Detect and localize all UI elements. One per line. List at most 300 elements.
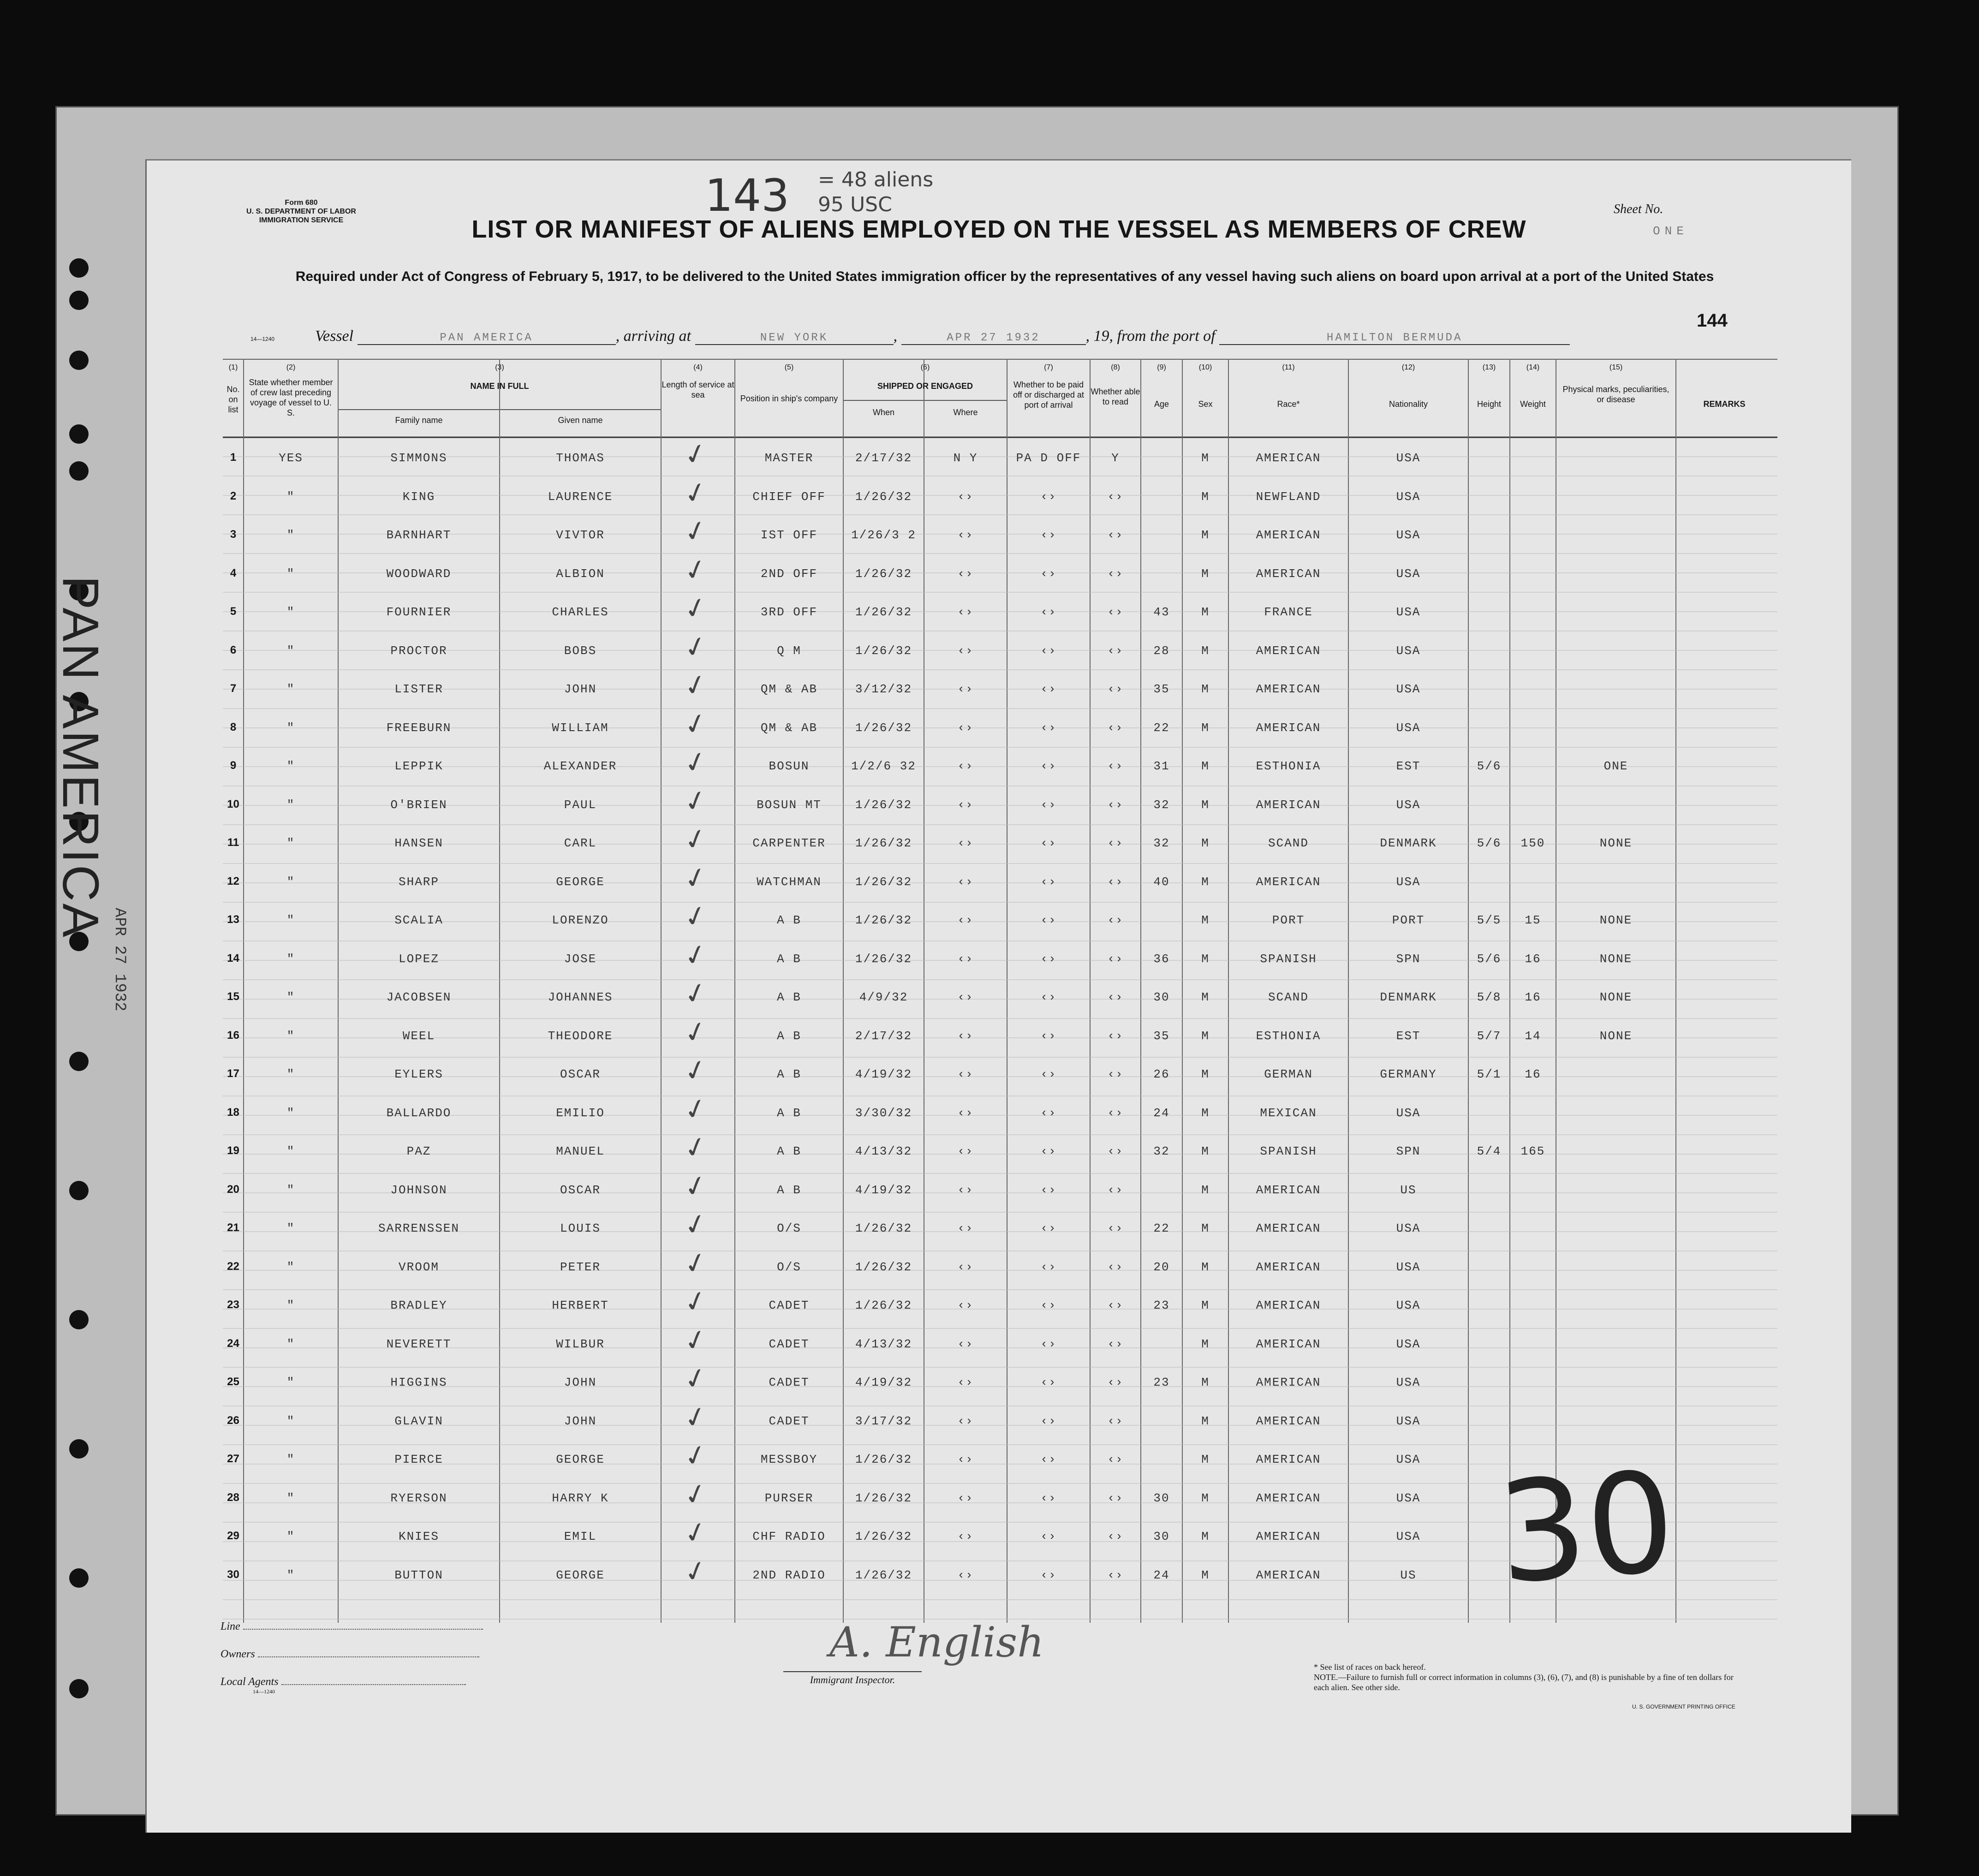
crew-nationality: USA — [1396, 1221, 1421, 1235]
crew-paid-off: ‹› — [1040, 913, 1057, 927]
crew-able-read: ‹› — [1107, 1221, 1124, 1235]
crew-given-name: PETER — [560, 1260, 601, 1274]
crew-prev-voyage: " — [286, 1144, 295, 1158]
footer-line — [221, 1620, 483, 1633]
crew-paid-off: ‹› — [1040, 798, 1057, 812]
header-nationality: Nationality — [1389, 399, 1428, 409]
crew-position: CADET — [769, 1337, 810, 1351]
crew-race: ESTHONIA — [1256, 759, 1321, 773]
crew-given-name: JOHANNES — [548, 990, 613, 1004]
colnum-3: (3) — [495, 363, 504, 371]
crew-paid-off: ‹› — [1040, 1260, 1057, 1274]
inspector-signature: A. English — [829, 1618, 1044, 1667]
crew-race: AMERICAN — [1256, 1337, 1321, 1351]
crew-nationality: EST — [1396, 1029, 1421, 1043]
crew-family-name: FOURNIER — [386, 605, 452, 619]
crew-shipped-where: ‹› — [957, 1106, 974, 1120]
crew-shipped-where: ‹› — [957, 1453, 974, 1466]
crew-age: 36 — [1153, 952, 1170, 966]
sheet-no-value: ONE — [1653, 224, 1688, 238]
inspector-label: Immigrant Inspector. — [783, 1671, 922, 1686]
service-check-mark: ✓ — [680, 1013, 711, 1051]
crew-prev-voyage: " — [286, 528, 295, 542]
header-state-member: State whether member of crew last preceding voyage of vessel to U. S. — [249, 378, 333, 417]
binder-hole — [69, 1568, 89, 1588]
crew-age: 32 — [1153, 1144, 1170, 1158]
crew-race: AMERICAN — [1256, 1260, 1321, 1274]
crew-given-name: PAUL — [564, 798, 597, 812]
crew-nationality: US — [1400, 1568, 1417, 1582]
crew-physical-marks: NONE — [1599, 836, 1633, 850]
crew-able-read: ‹› — [1107, 1106, 1124, 1120]
crew-prev-voyage: " — [286, 1067, 295, 1081]
crew-able-read: ‹› — [1107, 1376, 1124, 1389]
crew-prev-voyage: " — [286, 1530, 295, 1543]
crew-shipped-when: 4/19/32 — [855, 1376, 912, 1389]
crew-shipped-where: ‹› — [957, 1337, 974, 1351]
crew-paid-off: ‹› — [1040, 875, 1057, 889]
crew-able-read: Y — [1111, 451, 1120, 465]
crew-shipped-when: 1/26/32 — [855, 1491, 912, 1505]
crew-sex: M — [1201, 913, 1210, 927]
crew-sex: M — [1201, 721, 1210, 735]
crew-family-name: KNIES — [398, 1530, 439, 1543]
crew-position: CARPENTER — [752, 836, 826, 850]
crew-prev-voyage: " — [286, 1414, 295, 1428]
crew-sex: M — [1201, 1298, 1210, 1312]
crew-given-name: ALEXANDER — [543, 759, 617, 773]
crew-sex: M — [1201, 1414, 1210, 1428]
crew-shipped-where: ‹› — [957, 759, 974, 773]
crew-race: AMERICAN — [1256, 1453, 1321, 1466]
colnum-5: (5) — [784, 363, 794, 371]
crew-shipped-where: ‹› — [957, 489, 974, 504]
crew-family-name: EYLERS — [394, 1067, 443, 1081]
crew-paid-off: ‹› — [1040, 1029, 1057, 1043]
crew-prev-voyage: " — [286, 990, 295, 1004]
crew-height: 5/8 — [1477, 990, 1502, 1004]
crew-shipped-where: ‹› — [957, 836, 974, 850]
row-number: 10 — [227, 798, 239, 810]
crew-shipped-where: ‹› — [957, 1183, 974, 1197]
crew-prev-voyage: " — [286, 1376, 295, 1389]
crew-sex: M — [1201, 528, 1210, 542]
crew-nationality: USA — [1396, 1376, 1421, 1389]
crew-shipped-where: ‹› — [957, 1530, 974, 1543]
binder-holes — [69, 258, 97, 1781]
crew-able-read: ‹› — [1107, 605, 1124, 619]
crew-prev-voyage: " — [286, 1568, 295, 1582]
handwritten-tally: 30 — [1493, 1441, 1680, 1614]
crew-shipped-when: 4/19/32 — [855, 1183, 912, 1197]
crew-given-name: BOBS — [564, 643, 597, 658]
crew-nationality: USA — [1396, 1298, 1421, 1312]
crew-weight: 16 — [1525, 990, 1541, 1004]
crew-able-read: ‹› — [1107, 1067, 1124, 1081]
crew-prev-voyage: " — [286, 643, 295, 658]
crew-prev-voyage: " — [286, 913, 295, 927]
service-check-mark: ✓ — [680, 628, 711, 666]
row-number: 21 — [227, 1221, 239, 1234]
page-title: LIST OR MANIFEST OF ALIENS EMPLOYED ON THE VESSEL AS MEMBERS OF CREW — [471, 215, 1526, 243]
service-check-mark: ✓ — [680, 1090, 711, 1128]
service-check-mark: ✓ — [680, 667, 711, 704]
crew-given-name: LORENZO — [552, 913, 609, 927]
crew-shipped-when: 3/17/32 — [855, 1414, 912, 1428]
from-port: HAMILTON BERMUDA — [1219, 332, 1570, 345]
crew-given-name: GEORGE — [556, 875, 605, 889]
service-check-mark: ✓ — [680, 1553, 711, 1590]
vessel-label: Vessel — [315, 328, 354, 345]
crew-paid-off: ‹› — [1040, 1453, 1057, 1466]
crew-position: A B — [777, 1106, 801, 1120]
row-number: 19 — [227, 1144, 239, 1157]
crew-race: FRANCE — [1264, 605, 1313, 619]
crew-paid-off: ‹› — [1040, 1414, 1057, 1428]
crew-shipped-when: 1/26/32 — [855, 952, 912, 966]
crew-given-name: THOMAS — [556, 451, 605, 465]
footer-owners — [221, 1648, 479, 1661]
row-number: 4 — [230, 566, 237, 579]
crew-family-name: KING — [402, 489, 435, 504]
crew-sex: M — [1201, 682, 1210, 696]
header-physical-marks: Physical marks, peculiarities, or disease — [1562, 385, 1669, 404]
crew-paid-off: ‹› — [1040, 605, 1057, 619]
crew-weight: 165 — [1520, 1144, 1545, 1158]
service-check-mark: ✓ — [680, 474, 711, 512]
colnum-11: (11) — [1282, 363, 1295, 371]
service-check-mark: ✓ — [680, 1283, 711, 1321]
crew-shipped-when: 3/12/32 — [855, 682, 912, 696]
crew-prev-voyage: " — [286, 1221, 295, 1235]
crew-prev-voyage: YES — [279, 451, 303, 465]
row-number: 22 — [227, 1260, 239, 1273]
crew-nationality: DENMARK — [1380, 836, 1437, 850]
crew-prev-voyage: " — [286, 875, 295, 889]
crew-height: 5/6 — [1477, 759, 1502, 773]
crew-paid-off: ‹› — [1040, 952, 1057, 966]
crew-position: BOSUN MT — [757, 798, 822, 812]
crew-prev-voyage: " — [286, 759, 295, 773]
crew-prev-voyage: " — [286, 1491, 295, 1505]
crew-family-name: LISTER — [394, 682, 443, 696]
year-label: , 19 — [1085, 328, 1109, 345]
service-check-mark: ✓ — [680, 1399, 711, 1436]
crew-family-name: WOODWARD — [386, 566, 452, 581]
crew-race: AMERICAN — [1256, 1568, 1321, 1582]
crew-paid-off: ‹› — [1040, 1144, 1057, 1158]
crew-weight: 150 — [1520, 836, 1545, 850]
crew-family-name: PIERCE — [394, 1453, 443, 1466]
crew-prev-voyage: " — [286, 1260, 295, 1274]
crew-height: 5/6 — [1477, 952, 1502, 966]
crew-nationality: USA — [1396, 1260, 1421, 1274]
crew-given-name: OSCAR — [560, 1067, 601, 1081]
crew-given-name: WILBUR — [556, 1337, 605, 1351]
crew-able-read: ‹› — [1107, 836, 1124, 850]
crew-paid-off: ‹› — [1040, 528, 1057, 542]
crew-nationality: USA — [1396, 451, 1421, 465]
row-number: 18 — [227, 1106, 239, 1119]
crew-position: BOSUN — [769, 759, 810, 773]
binder-hole — [69, 1052, 89, 1071]
crew-shipped-when: 2/17/32 — [855, 1029, 912, 1043]
crew-race: AMERICAN — [1256, 1491, 1321, 1505]
crew-able-read: ‹› — [1107, 1453, 1124, 1466]
crew-age: 26 — [1153, 1067, 1170, 1081]
crew-given-name: JOHN — [564, 1414, 597, 1428]
crew-height: 5/5 — [1477, 913, 1502, 927]
crew-sex: M — [1201, 605, 1210, 619]
crew-paid-off: ‹› — [1040, 1376, 1057, 1389]
service-check-mark: ✓ — [680, 1129, 711, 1167]
crew-position: A B — [777, 1067, 801, 1081]
crew-position: A B — [777, 1029, 801, 1043]
crew-prev-voyage: " — [286, 952, 295, 966]
row-number: 24 — [227, 1337, 239, 1350]
crew-sex: M — [1201, 1376, 1210, 1389]
header-no-on-list: No. on list — [227, 385, 240, 414]
crew-shipped-when: 1/26/32 — [855, 875, 912, 889]
footer-notes — [1314, 1662, 1738, 1692]
crew-position: O/S — [777, 1260, 801, 1274]
crew-position: 2ND OFF — [760, 566, 818, 581]
crew-family-name: NEVERETT — [386, 1337, 452, 1351]
crew-nationality: USA — [1396, 682, 1421, 696]
crew-able-read: ‹› — [1107, 528, 1124, 542]
crew-prev-voyage: " — [286, 682, 295, 696]
crew-race: SPANISH — [1260, 1144, 1317, 1158]
crew-family-name: LOPEZ — [398, 952, 439, 966]
service-check-mark: ✓ — [680, 744, 711, 781]
crew-prev-voyage: " — [286, 1298, 295, 1312]
crew-family-name: JOHNSON — [390, 1183, 447, 1197]
header-where: Where — [953, 408, 978, 417]
service-check-mark: ✓ — [680, 1476, 711, 1513]
binder-hole — [69, 1310, 89, 1329]
crew-position: 2ND RADIO — [752, 1568, 826, 1582]
crew-prev-voyage: " — [286, 489, 295, 504]
crew-race: SCAND — [1268, 836, 1309, 850]
agents-field — [281, 1684, 466, 1685]
crew-sex: M — [1201, 875, 1210, 889]
crew-race: AMERICAN — [1256, 1530, 1321, 1543]
crew-given-name: JOHN — [564, 1376, 597, 1389]
vessel-name: PAN AMERICA — [358, 332, 616, 345]
crew-given-name: OSCAR — [560, 1183, 601, 1197]
crew-position: CHIEF OFF — [752, 489, 826, 504]
crew-prev-voyage: " — [286, 836, 295, 850]
crew-race: SPANISH — [1260, 952, 1317, 966]
crew-given-name: EMIL — [564, 1530, 597, 1543]
crew-weight: 16 — [1525, 1067, 1541, 1081]
crew-shipped-where: ‹› — [957, 1376, 974, 1389]
crew-paid-off: ‹› — [1040, 489, 1057, 504]
crew-race: AMERICAN — [1256, 1183, 1321, 1197]
crew-shipped-where: ‹› — [957, 1260, 974, 1274]
crew-nationality: USA — [1396, 1491, 1421, 1505]
binder-hole — [69, 1679, 89, 1698]
crew-family-name: BARNHART — [386, 528, 452, 542]
crew-prev-voyage: " — [286, 605, 295, 619]
crew-age: 30 — [1153, 1530, 1170, 1543]
crew-shipped-where: ‹› — [957, 566, 974, 581]
handwritten-aliens: = 48 aliens — [818, 168, 934, 191]
colnum-8: (8) — [1111, 363, 1120, 371]
arrival-date: APR 27 1932 — [901, 332, 1086, 345]
crew-height: 5/4 — [1477, 1144, 1502, 1158]
service-check-mark: ✓ — [680, 1206, 711, 1244]
crew-nationality: USA — [1396, 1106, 1421, 1120]
crew-age: 40 — [1153, 875, 1170, 889]
service-check-mark: ✓ — [680, 705, 711, 743]
crew-age: 22 — [1153, 721, 1170, 735]
printer-imprint: U. S. GOVERNMENT PRINTING OFFICE — [1632, 1703, 1735, 1710]
crew-sex: M — [1201, 1568, 1210, 1582]
crew-able-read: ‹› — [1107, 721, 1124, 735]
crew-shipped-where: ‹› — [957, 1067, 974, 1081]
crew-paid-off: PA D OFF — [1016, 451, 1081, 465]
crew-able-read: ‹› — [1107, 1298, 1124, 1312]
crew-given-name: MANUEL — [556, 1144, 605, 1158]
crew-sex: M — [1201, 643, 1210, 658]
note-penalty: NOTE.—Failure to furnish full or correct information in columns (3), (6), (7), and (8) is punishable by a fine of ten dollars for each alien. See other side. — [1314, 1673, 1734, 1692]
crew-nationality: USA — [1396, 489, 1421, 504]
header-length-service: Length of service at sea — [662, 380, 734, 399]
service-check-mark: ✓ — [680, 512, 711, 550]
crew-position: PURSER — [764, 1491, 814, 1505]
footer-agents — [221, 1676, 466, 1695]
crew-family-name: SARRENSSEN — [378, 1221, 460, 1235]
arriving-label: , arriving at — [615, 328, 691, 345]
crew-paid-off: ‹› — [1040, 1106, 1057, 1120]
crew-given-name: CARL — [564, 836, 597, 850]
service-check-mark: ✓ — [680, 1167, 711, 1205]
crew-position: IST OFF — [760, 528, 818, 542]
crew-physical-marks: NONE — [1599, 913, 1633, 927]
crew-shipped-when: 1/26/32 — [855, 1298, 912, 1312]
crew-age: 35 — [1153, 1029, 1170, 1043]
page-subtitle: Required under Act of Congress of February 5, 1917, to be delivered to the United States immigration officer by the representatives of any vessel having such aliens on board upon arrival at a port of the United States — [295, 269, 1714, 284]
row-number: 15 — [227, 990, 239, 1003]
crew-shipped-when: 1/26/32 — [855, 1530, 912, 1543]
crew-position: QM & AB — [760, 682, 818, 696]
crew-able-read: ‹› — [1107, 913, 1124, 927]
page-number: 144 — [1697, 310, 1728, 331]
crew-sex: M — [1201, 1453, 1210, 1466]
crew-given-name: VIVTOR — [556, 528, 605, 542]
colnum-1: (1) — [228, 363, 238, 371]
crew-sex: M — [1201, 1221, 1210, 1235]
binder-hole — [69, 424, 89, 444]
owners-field — [258, 1656, 479, 1657]
crew-shipped-where: ‹› — [957, 721, 974, 735]
crew-sex: M — [1201, 1260, 1210, 1274]
crew-nationality: SPN — [1396, 952, 1421, 966]
crew-family-name: SHARP — [398, 875, 439, 889]
from-label: , from the port of — [1109, 328, 1216, 345]
crew-paid-off: ‹› — [1040, 759, 1057, 773]
crew-paid-off: ‹› — [1040, 1067, 1057, 1081]
crew-family-name: PROCTOR — [390, 643, 447, 658]
crew-family-name: FREEBURN — [386, 721, 452, 735]
crew-paid-off: ‹› — [1040, 566, 1057, 581]
service-check-mark: ✓ — [680, 551, 711, 589]
crew-sex: M — [1201, 1106, 1210, 1120]
row-number: 11 — [227, 836, 239, 849]
row-number: 1 — [230, 451, 237, 464]
crew-nationality: US — [1400, 1183, 1417, 1197]
row-number: 5 — [230, 605, 237, 618]
crew-family-name: JACOBSEN — [386, 990, 452, 1004]
crew-sex: M — [1201, 1491, 1210, 1505]
row-number: 20 — [227, 1183, 239, 1196]
crew-able-read: ‹› — [1107, 489, 1124, 504]
crew-race: AMERICAN — [1256, 1414, 1321, 1428]
crew-position: A B — [777, 1183, 801, 1197]
crew-able-read: ‹› — [1107, 566, 1124, 581]
row-number: 23 — [227, 1298, 239, 1311]
binder-hole — [69, 291, 89, 310]
crew-family-name: LEPPIK — [394, 759, 443, 773]
handwritten-count: 143 — [705, 170, 790, 221]
crew-given-name: GEORGE — [556, 1453, 605, 1466]
crew-race: SCAND — [1268, 990, 1309, 1004]
crew-able-read: ‹› — [1107, 1491, 1124, 1505]
service-check-mark: ✓ — [680, 936, 711, 974]
service-check-mark: ✓ — [680, 1514, 711, 1552]
crew-nationality: GERMANY — [1380, 1067, 1437, 1081]
crew-nationality: PORT — [1392, 913, 1425, 927]
crew-shipped-when: 1/26/32 — [855, 836, 912, 850]
crew-position: QM & AB — [760, 721, 818, 735]
service-check-mark: ✓ — [680, 1245, 711, 1282]
crew-shipped-where: ‹› — [957, 913, 974, 927]
colnum-2: (2) — [286, 363, 296, 371]
binder-hole — [69, 1181, 89, 1200]
department-name: U. S. DEPARTMENT OF LABOR — [246, 208, 356, 215]
crew-shipped-where: ‹› — [957, 682, 974, 696]
header-height: Height — [1477, 399, 1502, 409]
service-name: IMMIGRATION SERVICE — [259, 216, 344, 224]
crew-race: AMERICAN — [1256, 798, 1321, 812]
header-name-in-full: NAME IN FULL — [470, 381, 529, 391]
crew-age: 28 — [1153, 643, 1170, 658]
crew-paid-off: ‹› — [1040, 1221, 1057, 1235]
row-number: 12 — [227, 875, 239, 887]
colnum-14: (14) — [1526, 363, 1540, 371]
crew-nationality: USA — [1396, 1453, 1421, 1466]
crew-sex: M — [1201, 1144, 1210, 1158]
crew-prev-voyage: " — [286, 1029, 295, 1043]
crew-prev-voyage: " — [286, 721, 295, 735]
crew-race: AMERICAN — [1256, 1376, 1321, 1389]
crew-age: 23 — [1153, 1376, 1170, 1389]
crew-shipped-when: 4/9/32 — [859, 990, 908, 1004]
service-check-mark: ✓ — [680, 975, 711, 1012]
crew-race: AMERICAN — [1256, 643, 1321, 658]
crew-nationality: USA — [1396, 721, 1421, 735]
crew-sex: M — [1201, 1029, 1210, 1043]
row-number: 25 — [227, 1376, 239, 1388]
service-check-mark: ✓ — [680, 782, 711, 820]
vessel-line: Vessel PAN AMERICA , arriving at NEW YORK , APR 27 1932 , 19, from the port of HAMILTON BERMUDA — [315, 328, 1570, 345]
crew-shipped-where: N Y — [953, 451, 978, 465]
form-number: Form 680 — [285, 199, 318, 207]
crew-shipped-when: 1/26/32 — [855, 798, 912, 812]
crew-height: 5/6 — [1477, 836, 1502, 850]
crew-shipped-when: 1/2/6 32 — [851, 759, 916, 773]
